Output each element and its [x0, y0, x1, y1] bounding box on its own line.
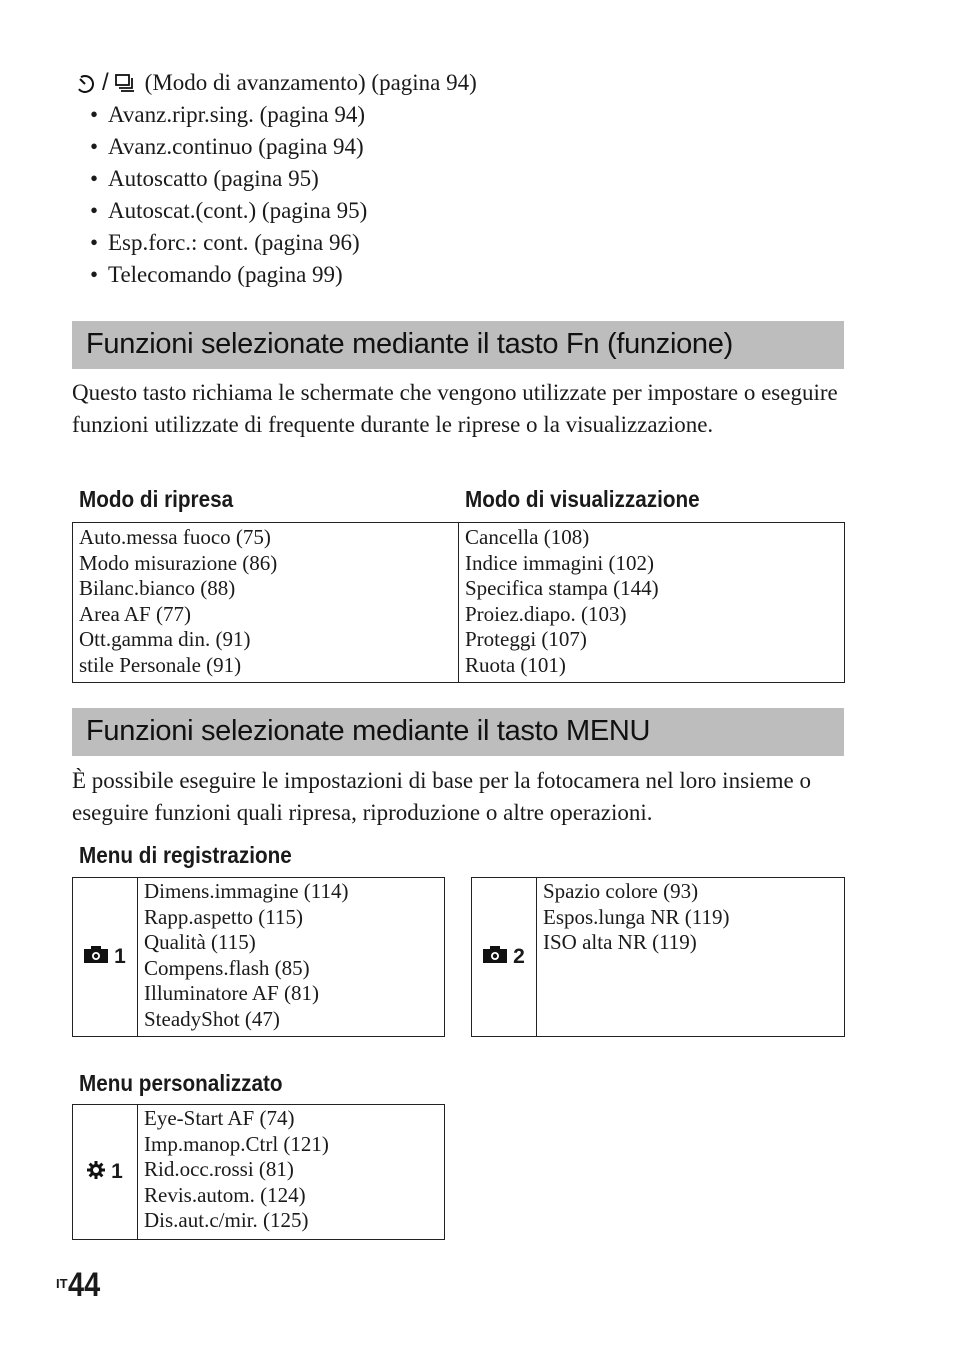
custom-menu-1-table: [72, 1104, 445, 1240]
tab-number: 1: [111, 1160, 123, 1183]
table-cell: Specifica stampa (144): [465, 576, 659, 601]
self-timer-icon: [74, 72, 96, 94]
list-item: • Esp.forc.: cont. (pagina 96): [90, 227, 367, 259]
page-number: [56, 1266, 105, 1305]
drive-mode-list: [90, 99, 367, 291]
table-cell: Compens.flash (85): [144, 955, 310, 980]
drive-mode-heading: [74, 68, 477, 98]
table-cell: Proiez.diapo. (103): [465, 601, 627, 626]
fn-section-title: Funzioni selezionate mediante il tasto Fn (funzione): [86, 328, 733, 360]
slash-separator: /: [102, 69, 109, 96]
table-cell: SteadyShot (47): [144, 1006, 280, 1031]
recording-menu-2-table: [471, 877, 845, 1037]
table-cell: Ruota (101): [465, 652, 566, 677]
table-cell: Rid.occ.rossi (81): [144, 1157, 294, 1182]
table-cell: Area AF (77): [79, 601, 191, 626]
fn-section-description: Questo tasto richiama le schermate che vengono utilizzate per impostare o eseguire funzioni utilizzate di frequente durante le riprese o la visualizzazione.: [72, 380, 838, 437]
list-item: • Autoscat.(cont.) (pagina 95): [90, 195, 367, 227]
fn-section-bar: [72, 321, 844, 369]
recording-tab-1-label: [73, 878, 138, 1036]
table-cell: Modo misurazione (86): [79, 550, 278, 575]
table-cell: Cancella (108): [465, 525, 590, 549]
page-number-value: 44: [67, 1266, 100, 1304]
table-cell: Ott.gamma din. (91): [79, 627, 251, 652]
camera-icon: [84, 946, 108, 968]
playback-mode-header: Modo di visualizzazione: [465, 486, 700, 512]
menu-section-bar: [72, 708, 844, 756]
gear-icon: [87, 1161, 105, 1184]
table-cell: Proteggi (107): [465, 627, 587, 652]
recording-menu-header: Menu di registrazione: [79, 842, 292, 868]
continuous-shooting-icon: [115, 74, 135, 92]
table-cell: Auto.messa fuoco (75): [79, 525, 271, 549]
table-cell: Rapp.aspetto (115): [144, 904, 304, 929]
table-cell: Dis.aut.c/mir. (125): [144, 1208, 309, 1233]
table-cell: Dimens.immagine (114): [144, 879, 349, 903]
shooting-mode-column: [73, 523, 459, 682]
menu-section-description: È possibile eseguire le impostazioni di base per la fotocamera nel loro insieme o eseguire funzioni quali ripresa, riproduzione o altre operazioni.: [72, 768, 811, 825]
table-cell: Espos.lunga NR (119): [543, 904, 730, 929]
table-cell: Indice immagini (102): [465, 550, 654, 575]
recording-tab-2-label: [472, 878, 537, 1036]
recording-menu-1-table: [72, 877, 445, 1037]
table-cell: ISO alta NR (119): [543, 930, 697, 955]
list-item: • Telecomando (pagina 99): [90, 259, 367, 291]
custom-tab-1-label: [73, 1105, 138, 1239]
custom-menu-header: Menu personalizzato: [79, 1070, 283, 1096]
drive-mode-heading-text: (Modo di avanzamento) (pagina 94): [144, 70, 477, 95]
table-cell: Bilanc.bianco (88): [79, 576, 236, 601]
list-item: • Avanz.continuo (pagina 94): [90, 131, 367, 163]
tab-number: 1: [114, 945, 126, 968]
menu-section-title: Funzioni selezionate mediante il tasto MENU: [86, 715, 651, 747]
table-cell: Spazio colore (93): [543, 879, 699, 903]
list-item: • Autoscatto (pagina 95): [90, 163, 367, 195]
table-cell: Illuminatore AF (81): [144, 981, 319, 1006]
table-cell: stile Personale (91): [79, 652, 242, 677]
table-cell: Revis.autom. (124): [144, 1182, 306, 1207]
camera-icon: [483, 946, 507, 968]
tab-number: 2: [513, 945, 525, 968]
shooting-mode-header: Modo di ripresa: [79, 486, 234, 512]
table-cell: Imp.manop.Ctrl (121): [144, 1131, 329, 1156]
list-item: • Avanz.ripr.sing. (pagina 94): [90, 99, 367, 131]
playback-mode-column: [459, 523, 844, 682]
table-cell: Eye-Start AF (74): [144, 1106, 295, 1130]
table-cell: Qualità (115): [144, 930, 256, 955]
fn-functions-table: [72, 522, 845, 683]
language-code: IT: [56, 1276, 68, 1291]
